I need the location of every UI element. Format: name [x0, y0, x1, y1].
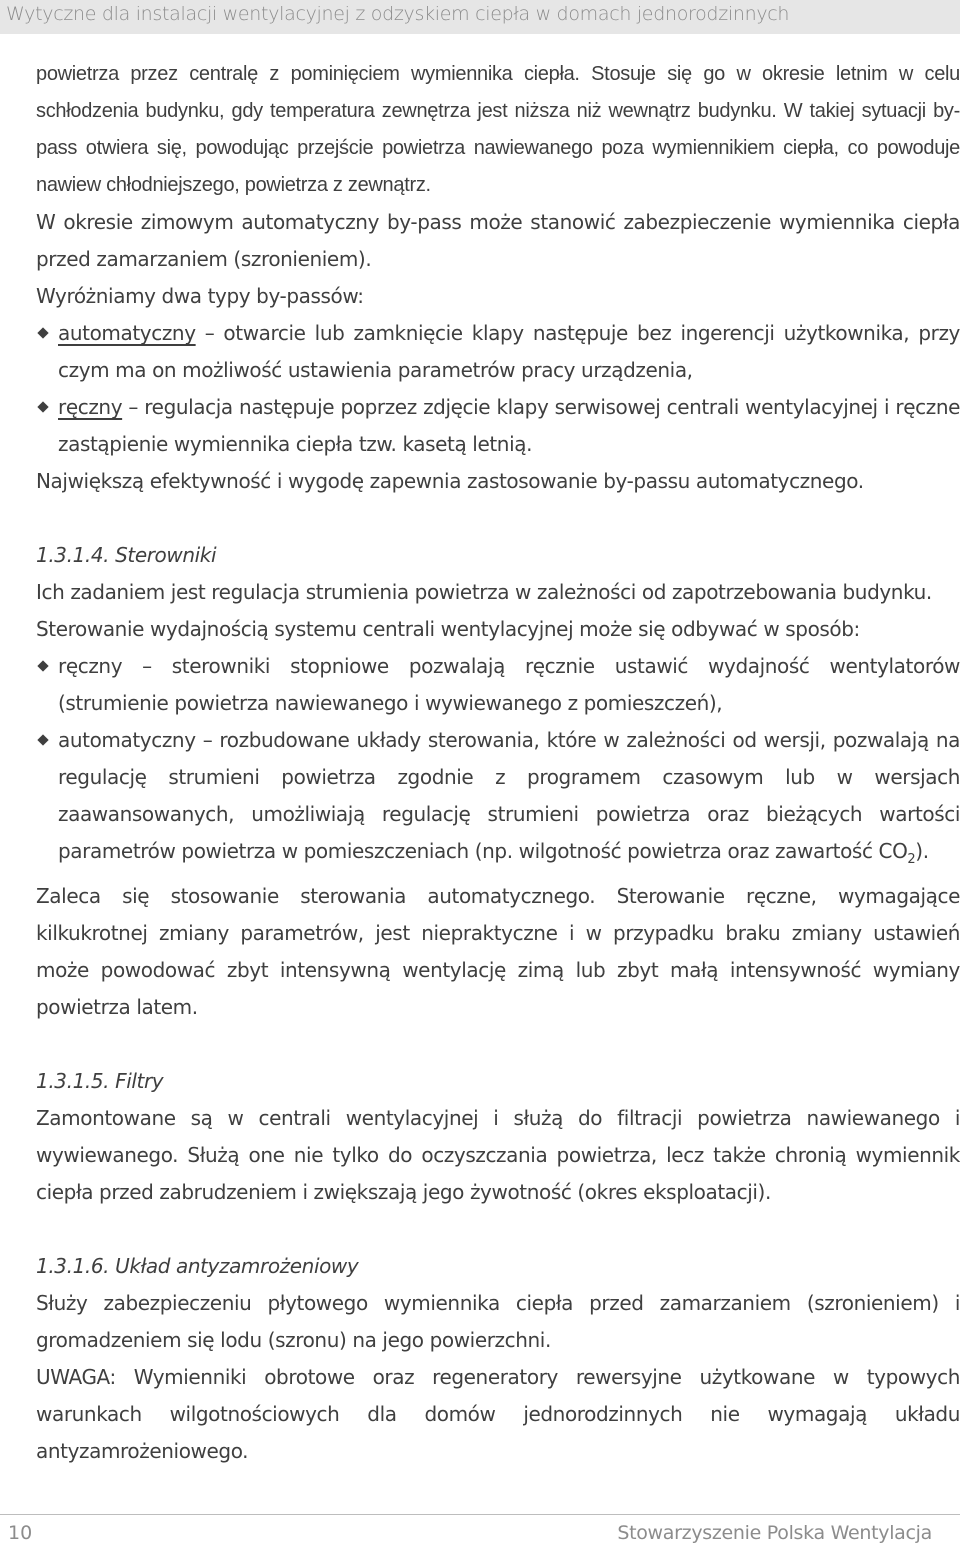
- paragraph-bypass-winter: W okresie zimowym automatyczny by-pass może stanowić zabezpieczenie wymiennika ciepła przed zamarzaniem (szronieniem).: [36, 210, 960, 271]
- paragraph-antifreeze-note: UWAGA: Wymienniki obrotowe oraz regeneratory rewersyjne użytkowane w typowych warunkach wilgotnościowych dla domów jednorodzinnych nie wymagają układu antyzamrożeniowego.: [36, 1365, 960, 1463]
- term-manual: ręczny: [58, 395, 123, 419]
- diamond-bullet-icon: [37, 401, 48, 412]
- paragraph-controllers-purpose: Ich zadaniem jest regulacja strumienia powietrza w zależności od zapotrzebowania budynku.: [36, 580, 932, 604]
- list-item-bypass-manual: [36, 389, 960, 463]
- diamond-bullet-icon: [37, 327, 48, 338]
- paragraph-bypass-summary: Największą efektywność i wygodę zapewnia zastosowanie by-passu automatycznego.: [36, 469, 864, 493]
- page-number: 10: [8, 1522, 33, 1544]
- paragraph-control-recommendation: Zaleca się stosowanie sterowania automatycznego. Sterowanie ręczne, wymagające kilkukrotnej zmiany parametrów, jest niepraktyczne i w przypadku braku zmiany ustawień może powodować zbyt intensywną wentylację zimą lub zbyt małą intensywność wymiany powietrza latem.: [36, 884, 960, 1019]
- paragraph-bypass-types: Wyróżniamy dwa typy by-passów:: [36, 284, 364, 308]
- list-item-bypass-automatic: [36, 315, 960, 389]
- paragraph-controllers-modes: Sterowanie wydajnością systemu centrali wentylacyjnej może się odbywać w sposób:: [36, 617, 860, 641]
- document-title: Wytyczne dla instalacji wentylacyjnej z odzyskiem ciepła w domach jednorodzinnych: [6, 3, 790, 25]
- page-content: [36, 56, 960, 1470]
- paragraph-bypass-intro: powietrza przez centralę z pominięciem wymiennika ciepła. Stosuje się go w okresie letnim w celu schłodzenia budynku, gdy temperatura zewnętrza jest niższa niż wewnątrz budynku. W takiej sytuacji by-pass otwiera się, powodując przejście powietrza nawiewanego poza wymiennikiem ciepła, co powoduje nawiew chłodniejszego, powietrza z zewnątrz.: [36, 63, 960, 196]
- list-item-tail: ).: [915, 839, 929, 863]
- section-heading-filters: 1.3.1.5. Filtry: [36, 1069, 164, 1093]
- footer-organization: Stowarzyszenie Polska Wentylacja: [617, 1522, 932, 1544]
- diamond-bullet-icon: [37, 734, 48, 745]
- list-item-text: – otwarcie lub zamknięcie klapy następuje bez ingerencji użytkownika, przy czym ma on możliwość ustawienia parametrów pracy urządzenia,: [58, 321, 960, 382]
- list-item-text: – regulacja następuje poprzez zdjęcie klapy serwisowej centrali wentylacyjnej i ręczne zastąpienie wymiennika ciepła tzw. kasetą letnią.: [58, 395, 960, 456]
- paragraph-antifreeze: Służy zabezpieczeniu płytowego wymiennika ciepła przed zamarzaniem (szronieniem) i gromadzeniem się lodu (szronu) na jego powierzchni.: [36, 1291, 960, 1352]
- footer-divider: [0, 1514, 960, 1515]
- list-item-control-automatic: [36, 722, 960, 878]
- section-heading-antifreeze: 1.3.1.6. Układ antyzamrożeniowy: [36, 1254, 359, 1278]
- subscript: 2: [907, 852, 916, 867]
- list-item-control-manual: [36, 648, 960, 722]
- list-item-text: automatyczny – rozbudowane układy sterowania, które w zależności od wersji, pozwalają na regulację strumieni powietrza zgodnie z programem czasowym lub w wersjach zaawansowanych, umożliwiają regulację strumieni powietrza oraz bieżących wartości parametrów powietrza w pomieszczeniach (np. wilgotność powietrza oraz zawartość CO: [58, 728, 960, 863]
- diamond-bullet-icon: [37, 660, 48, 671]
- list-item-text: ręczny – sterowniki stopniowe pozwalają ręcznie ustawić wydajność wentylatorów (strumienie powietrza nawiewanego i wywiewanego z pomieszczeń),: [58, 654, 960, 715]
- term-automatic: automatyczny: [58, 321, 196, 345]
- running-header: [0, 0, 960, 34]
- section-heading-controllers: 1.3.1.4. Sterowniki: [36, 543, 217, 567]
- paragraph-filters: Zamontowane są w centrali wentylacyjnej i służą do filtracji powietrza nawiewanego i wywiewanego. Służą one nie tylko do oczyszczania powietrza, lecz także chronią wymiennik ciepła przed zabrudzeniem i zwiększają jego żywotność (okres eksploatacji).: [36, 1106, 960, 1204]
